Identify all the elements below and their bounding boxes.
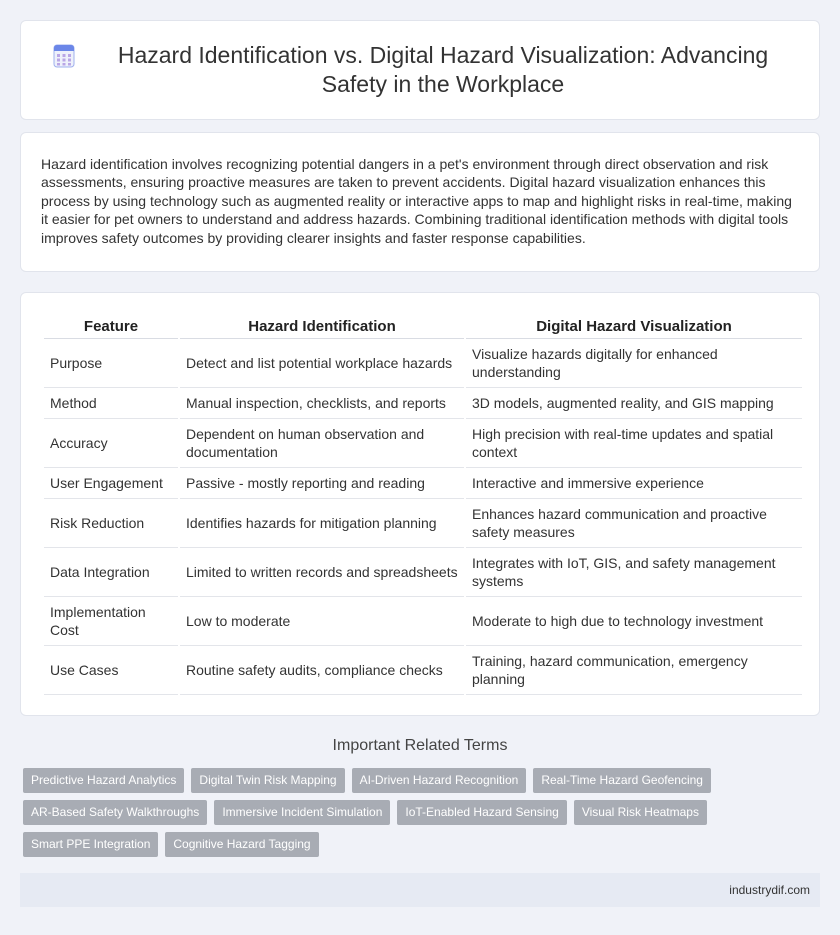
page-title: Hazard Identification vs. Digital Hazard Visualization: Advancing Safety in the Workplace <box>117 42 769 97</box>
feature-cell: Accuracy <box>44 419 178 468</box>
identification-cell: Detect and list potential workplace hazards <box>180 339 464 388</box>
visualization-cell: High precision with real-time updates and spatial context <box>466 419 802 468</box>
visualization-cell: Training, hazard communication, emergency planning <box>466 646 802 695</box>
intro-card <box>20 132 820 272</box>
term-tag[interactable]: Visual Risk Heatmaps <box>574 800 707 825</box>
table-row <box>44 419 802 468</box>
identification-cell: Low to moderate <box>180 597 464 646</box>
feature-cell: Purpose <box>44 339 178 388</box>
table-row <box>44 646 802 695</box>
feature-cell: Implementation Cost <box>44 597 178 646</box>
table-row <box>44 388 802 419</box>
visualization-cell: Integrates with IoT, GIS, and safety management systems <box>466 548 802 597</box>
term-tag[interactable]: IoT-Enabled Hazard Sensing <box>397 800 566 825</box>
visualization-cell: Interactive and immersive experience <box>466 468 802 499</box>
table-row <box>44 499 802 548</box>
visualization-cell: Moderate to high due to technology investment <box>466 597 802 646</box>
comparison-card <box>20 292 820 716</box>
feature-cell: User Engagement <box>44 468 178 499</box>
identification-cell: Manual inspection, checklists, and reports <box>180 388 464 419</box>
footer-site-link[interactable]: industrydif.com <box>729 883 810 897</box>
term-tag[interactable]: Smart PPE Integration <box>23 832 158 857</box>
term-tag[interactable]: Digital Twin Risk Mapping <box>191 768 344 793</box>
visualization-cell: Visualize hazards digitally for enhanced understanding <box>466 339 802 388</box>
feature-cell: Method <box>44 388 178 419</box>
visualization-cell: 3D models, augmented reality, and GIS mapping <box>466 388 802 419</box>
identification-cell: Dependent on human observation and documentation <box>180 419 464 468</box>
feature-cell: Data Integration <box>44 548 178 597</box>
identification-cell: Passive - mostly reporting and reading <box>180 468 464 499</box>
identification-cell: Identifies hazards for mitigation planning <box>180 499 464 548</box>
term-tag[interactable]: AR-Based Safety Walkthroughs <box>23 800 207 825</box>
comparison-table <box>42 315 804 695</box>
identification-cell: Routine safety audits, compliance checks <box>180 646 464 695</box>
spreadsheet-icon <box>51 43 77 69</box>
title-card <box>20 20 820 120</box>
term-tag[interactable]: Cognitive Hazard Tagging <box>165 832 318 857</box>
header-feature: Feature <box>44 315 178 339</box>
table-row <box>44 468 802 499</box>
term-tag[interactable]: Real-Time Hazard Geofencing <box>533 768 711 793</box>
feature-cell: Use Cases <box>44 646 178 695</box>
header-hazard-identification: Hazard Identification <box>180 315 464 339</box>
table-row <box>44 339 802 388</box>
table-row <box>44 548 802 597</box>
header-digital-hazard-visualization: Digital Hazard Visualization <box>466 315 802 339</box>
visualization-cell: Enhances hazard communication and proactive safety measures <box>466 499 802 548</box>
table-header-row <box>44 315 802 339</box>
table-row <box>44 597 802 646</box>
term-tag[interactable]: Predictive Hazard Analytics <box>23 768 184 793</box>
term-tag[interactable]: AI-Driven Hazard Recognition <box>352 768 527 793</box>
intro-paragraph: Hazard identification involves recognizing potential dangers in a pet's environment through direct observation and risk assessments, ensuring proactive measures are taken to prevent accidents. Digital hazard visualization enhances this process by using technology such as augmented reality or interactive apps to map and highlight risks in real-time, making it easier for pet owners to understand and address hazards. Combining traditional identification methods with digital tools improves safety outcomes by providing clearer insights and faster response capabilities. <box>41 156 792 246</box>
related-terms-heading: Important Related Terms <box>332 737 508 754</box>
feature-cell: Risk Reduction <box>44 499 178 548</box>
related-terms-tags <box>20 768 820 864</box>
term-tag[interactable]: Immersive Incident Simulation <box>214 800 390 825</box>
identification-cell: Limited to written records and spreadsheets <box>180 548 464 597</box>
footer <box>20 873 820 907</box>
